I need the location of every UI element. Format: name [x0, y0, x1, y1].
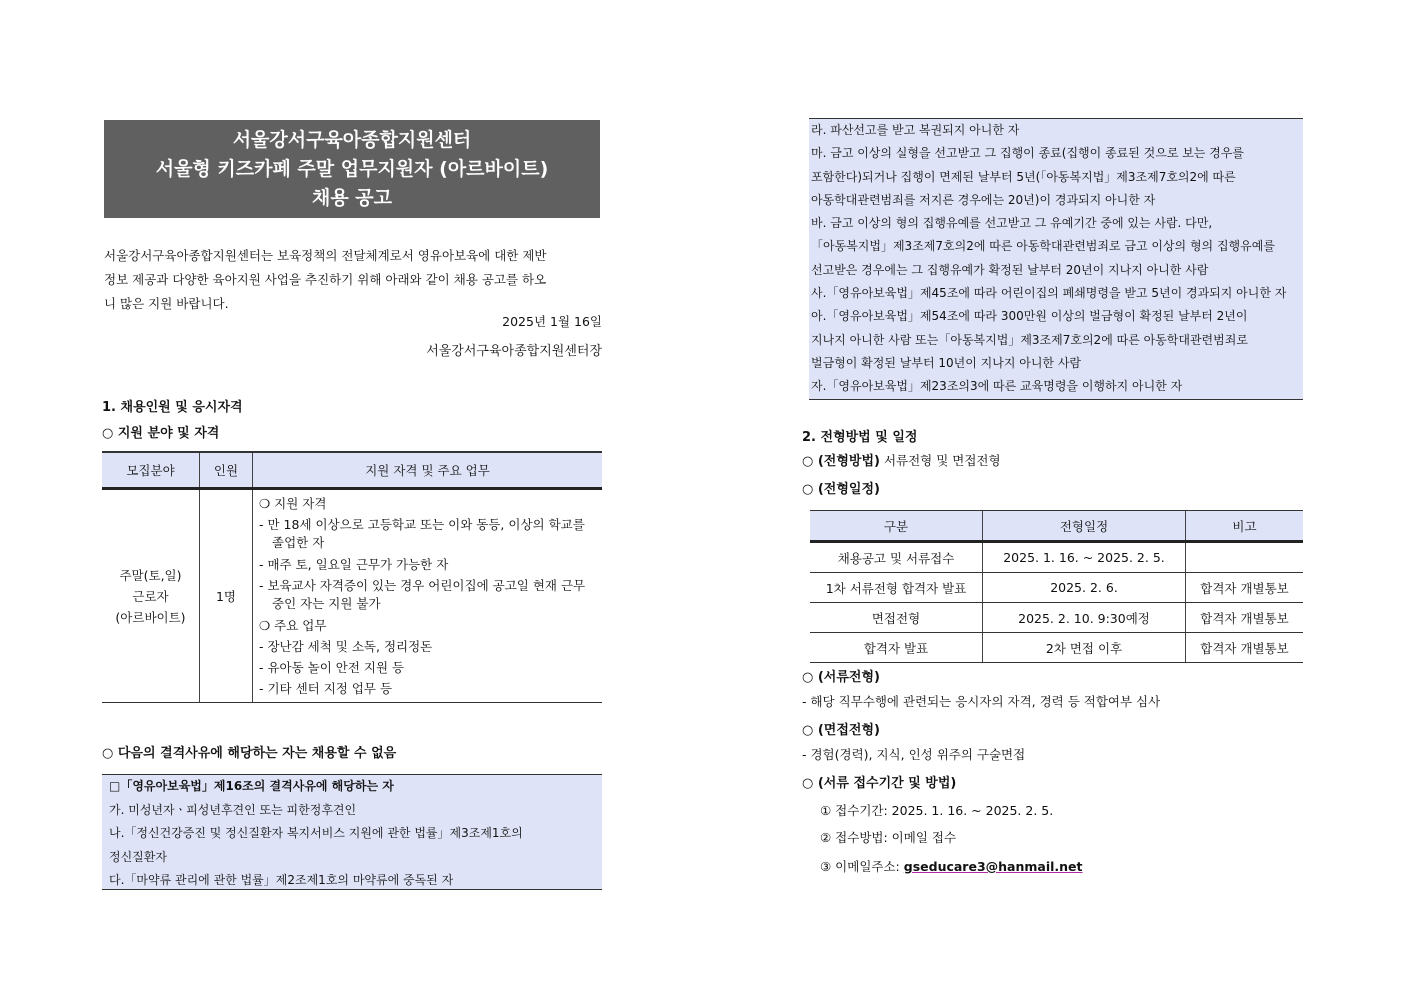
application-period: ① 접수기간: 2025. 1. 16. ~ 2025. 2. 5.	[820, 803, 1054, 818]
duties-cell	[253, 489, 603, 703]
method-row	[802, 450, 1001, 469]
cell: 채용공고 및 서류접수	[810, 542, 983, 573]
table-row	[810, 573, 1303, 603]
intro-line-1: 서울강서구육아종합지원센터는 보육정책의 전달체계로서 영유아보육에 대한 제반	[104, 248, 547, 263]
intro-line-3: 니 많은 지원 바랍니다.	[104, 296, 229, 311]
disq-line: 정신질환자	[109, 849, 167, 864]
disq-line: 마. 금고 이상의 실형을 선고받고 그 집행이 종료(집행이 종료된 것으로 보는 경우를	[811, 146, 1244, 161]
interview-text: - 경험(경력), 지식, 인성 위주의 구술면접	[802, 747, 1026, 762]
title-line-3: 채용 공고	[311, 187, 393, 209]
title-line-2: 서울형 키즈카페 주말 업무지원자 (아르바이트)	[155, 158, 549, 180]
schedule-label: ○ (전형일정)	[802, 482, 880, 497]
cell: 합격자 개별통보	[1186, 603, 1304, 633]
duty-line: - 유아동 놀이 안전 지원 등	[259, 660, 405, 675]
cell	[1186, 542, 1304, 573]
duty-line: ❍ 주요 업무	[259, 618, 327, 633]
recruitment-table	[102, 451, 602, 703]
duty-line: - 보육교사 자격증이 있는 경우 어린이집에 공고일 현재 근무 중인 자는 지원 불가	[259, 578, 586, 611]
disq-line: 선고받은 경우에는 그 집행유예가 확정된 날부터 20년이 지나지 아니한 사람	[811, 262, 1209, 277]
method-label: ○ (전형방법)	[802, 454, 880, 469]
title-banner	[104, 120, 600, 218]
cell: 합격자 개별통보	[1186, 633, 1304, 663]
count-cell: 1명	[200, 489, 253, 703]
disq-line: 가. 미성년자ㆍ피성년후견인 또는 피한정후견인	[109, 802, 357, 817]
duty-line: - 기타 센터 지정 업무 등	[259, 681, 393, 696]
duty-line: - 장난감 세척 및 소독, 정리정돈	[259, 639, 433, 654]
email-link[interactable]: gseducare3@hanmail.net	[903, 859, 1083, 874]
table-row	[102, 489, 602, 703]
disqualification-box	[102, 774, 602, 890]
disq-line: 포함한다)되거나 집행이 면제된 날부터 5년(「아동복지법」제3조제7호의2에 따른	[811, 169, 1236, 184]
disq-line: 자.「영유아보육법」제23조의3에 따른 교육명령을 이행하지 아니한 자	[811, 379, 1183, 394]
document-screening-text: - 해당 직무수행에 관련되는 응시자의 자격, 경력 등 적합여부 심사	[802, 694, 1161, 709]
disq-line: 「아동복지법」제3조제7호의2에 따른 아동학대관련범죄로 금고 이상의 형의 집행유예를	[811, 239, 1275, 254]
table-row	[810, 542, 1303, 573]
duty-line: - 만 18세 이상으로 고등학교 또는 이와 동등, 이상의 학교를 졸업한 자	[259, 517, 585, 550]
announcement-date: 2025년 1월 16일	[502, 314, 602, 329]
disq-line: 다.「마약류 관리에 관한 법률」제2조제1호의 마약류에 중독된 자	[109, 873, 454, 887]
disqualification-box-continued	[809, 118, 1303, 400]
header-note: 비고	[1186, 511, 1304, 542]
cell: 합격자 개별통보	[1186, 573, 1304, 603]
section1-heading: 1. 채용인원 및 응시자격	[102, 400, 243, 415]
disq-line: 벌금형이 확정된 날부터 10년이 지나지 아니한 사람	[811, 355, 1081, 370]
disq-line: 바. 금고 이상의 형의 집행유예를 선고받고 그 유예기간 중에 있는 사람. 다만,	[811, 216, 1213, 231]
disq-line: 사.「영유아보육법」제45조에 따라 어린이집의 폐쇄명령을 받고 5년이 경과되지 아니한 자	[811, 286, 1287, 301]
email-label: ③ 이메일주소:	[820, 859, 904, 874]
table-header-row	[102, 452, 602, 489]
method-text: 서류전형 및 면접전형	[879, 453, 1001, 468]
section1-sub-heading: ○ 지원 분야 및 자격	[102, 426, 220, 441]
table-row	[810, 603, 1303, 633]
schedule-table	[810, 510, 1303, 663]
intro-line-2: 정보 제공과 다양한 육아지원 사업을 추진하기 위해 아래와 같이 채용 공고를 하오	[104, 272, 547, 287]
application-method: ② 접수방법: 이메일 접수	[820, 830, 957, 845]
cell: 면접전형	[810, 603, 983, 633]
duty-line: - 매주 토, 일요일 근무가 가능한 자	[259, 557, 449, 572]
header-duties: 지원 자격 및 주요 업무	[253, 452, 603, 489]
header-category: 구분	[810, 511, 983, 542]
disq-line: 나.「정신건강증진 및 정신질환자 복지서비스 지원에 관한 법률」제3조제1호의	[109, 826, 523, 840]
cell: 2025. 2. 6.	[983, 573, 1186, 603]
cell: 1차 서류전형 합격자 발표	[810, 573, 983, 603]
title-line-1: 서울강서구육아종합지원센터	[232, 129, 472, 151]
field-line: (아르바이트)	[115, 609, 186, 625]
cell: 2025. 1. 16. ~ 2025. 2. 5.	[983, 542, 1186, 573]
duty-line: ❍ 지원 자격	[259, 496, 327, 511]
disq-line: 아동학대관련범죄를 저지른 경우에는 20년)이 경과되지 아니한 자	[811, 192, 1156, 207]
cell: 합격자 발표	[810, 633, 983, 663]
table-header-row	[810, 511, 1303, 542]
application-label: ○ (서류 접수기간 및 방법)	[802, 776, 957, 791]
intro-paragraph	[104, 244, 602, 316]
header-field: 모집분야	[102, 452, 200, 489]
disq-line: □「영유아보육법」제16조의 결격사유에 해당하는 자	[109, 779, 394, 793]
interview-label: ○ (면접전형)	[802, 723, 880, 738]
cell: 2차 면접 이후	[983, 633, 1186, 663]
header-schedule: 전형일정	[983, 511, 1186, 542]
field-line: 근로자	[132, 588, 169, 604]
disq-line: 라. 파산선고를 받고 복권되지 아니한 자	[811, 123, 1020, 137]
table-row	[810, 633, 1303, 663]
disq-line: 지나지 아니한 사람 또는「아동복지법」제3조제7호의2에 따른 아동학대관련범죄로	[811, 332, 1248, 347]
disqualification-heading: ○ 다음의 결격사유에 해당하는 자는 채용할 수 없음	[102, 746, 397, 761]
disq-line: 아.「영유아보육법」제54조에 따라 300만원 이상의 벌금형이 확정된 날부터 2년이	[811, 309, 1248, 324]
field-cell	[102, 489, 200, 703]
section2-heading: 2. 전형방법 및 일정	[802, 430, 918, 445]
document-screening-label: ○ (서류전형)	[802, 670, 880, 685]
field-line: 주말(토,일)	[119, 567, 182, 583]
application-email-row	[820, 857, 1083, 875]
cell: 2025. 2. 10. 9:30예정	[983, 603, 1186, 633]
header-count: 인원	[200, 452, 253, 489]
signer: 서울강서구육아종합지원센터장	[426, 344, 602, 359]
